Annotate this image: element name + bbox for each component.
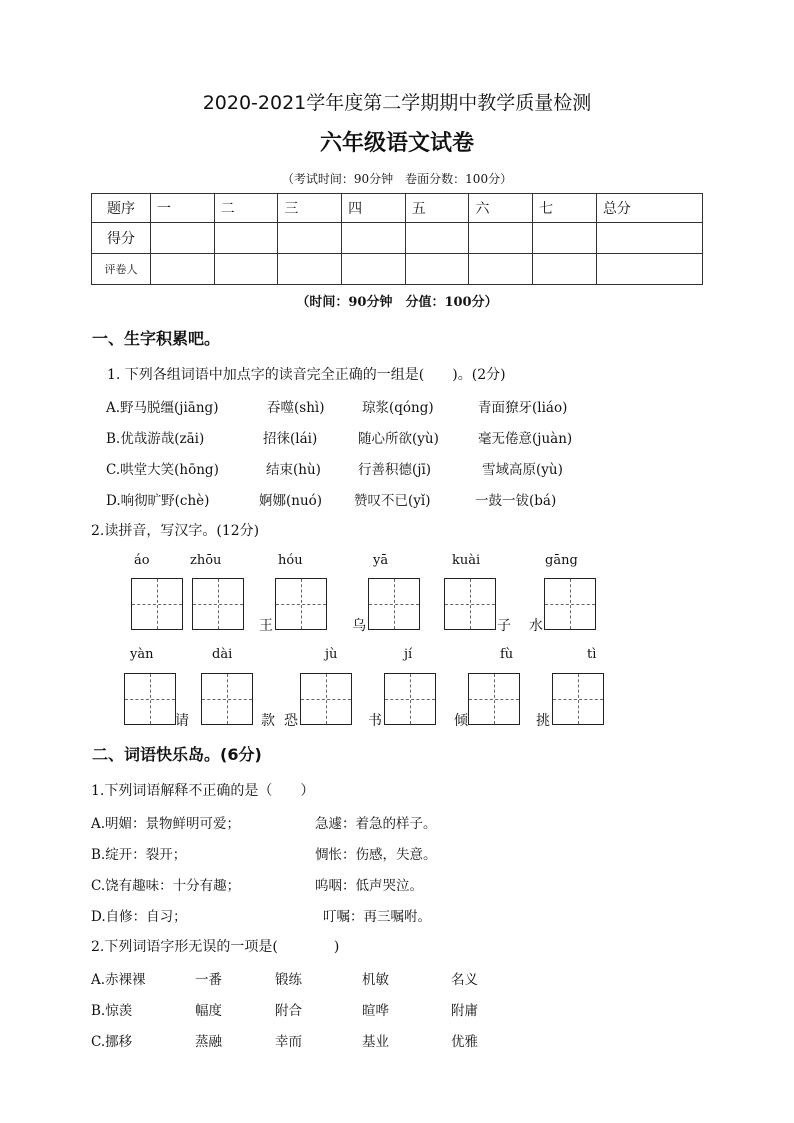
pinyin-label: yā xyxy=(373,553,389,568)
option-d-word-3: 赞叹不已(yǐ) xyxy=(354,493,431,509)
table-cell: 五 xyxy=(405,194,469,223)
score-input-cell[interactable] xyxy=(533,223,597,254)
option-a-def-1: A.明媚：景物鲜明可爱； xyxy=(91,816,241,832)
hint-char: 请 xyxy=(175,713,189,729)
option-c-word-3: 行善积德(jī) xyxy=(358,462,432,478)
option-c-word-4: 基业 xyxy=(362,1034,389,1050)
hint-char: 倾 xyxy=(454,713,468,729)
table-cell: 题序 xyxy=(92,194,151,223)
option-a-word-1: A.野马脱缰(jiāng) xyxy=(106,400,219,416)
score-table-score-row xyxy=(92,223,703,254)
option-a-word-1: A.赤裸裸 xyxy=(91,972,146,988)
score-input-cell[interactable] xyxy=(342,223,406,254)
pinyin-label: jù xyxy=(325,647,338,662)
option-c-word-1: C.挪移 xyxy=(91,1034,133,1050)
question-2-1: 1.下列词语解释不正确的是（ ） xyxy=(91,783,315,799)
pinyin-label: gāng xyxy=(545,553,578,568)
score-table-header-row xyxy=(92,194,703,223)
option-b-word-2: 幅度 xyxy=(195,1003,222,1019)
option-a-word-2: 一番 xyxy=(195,972,222,988)
hint-char: 子 xyxy=(497,618,511,634)
option-a-word-3: 琼浆(qóng) xyxy=(362,400,434,416)
option-b-word-5: 附庸 xyxy=(451,1003,478,1019)
option-c-word-1: C.哄堂大笑(hōng) xyxy=(106,462,219,478)
question-1-2: 2.读拼音，写汉字。(12分) xyxy=(91,523,260,539)
pinyin-label: hóu xyxy=(278,553,303,568)
pinyin-label: zhōu xyxy=(190,553,222,568)
writing-box[interactable] xyxy=(468,673,520,725)
question-2-2: 2.下列词语字形无误的一项是( ) xyxy=(91,939,340,955)
time-note: （时间：90分钟 分值：100分） xyxy=(296,295,498,310)
section-1-heading: 一、生字积累吧。 xyxy=(92,329,221,348)
writing-box[interactable] xyxy=(384,673,436,725)
option-a-word-4: 机敏 xyxy=(362,972,389,988)
option-b-word-3: 随心所欲(yù) xyxy=(358,431,439,447)
pinyin-label: yàn xyxy=(130,647,154,662)
hint-char: 乌 xyxy=(352,618,366,634)
grader-input-cell[interactable] xyxy=(405,254,469,285)
hint-char: 恐 xyxy=(284,713,298,729)
writing-box[interactable] xyxy=(124,673,176,725)
score-table xyxy=(91,193,703,285)
grader-input-cell[interactable] xyxy=(151,254,215,285)
pinyin-label: jí xyxy=(404,647,413,662)
question-1-1: 1. 下列各组词语中加点字的读音完全正确的一组是( )。(2分) xyxy=(107,367,506,383)
pinyin-label: kuài xyxy=(452,553,481,568)
score-input-cell[interactable] xyxy=(151,223,215,254)
hint-char: 款 xyxy=(261,713,275,729)
grader-input-cell[interactable] xyxy=(596,254,702,285)
option-a-def-2: 急遽：着急的样子。 xyxy=(315,816,437,832)
grader-input-cell[interactable] xyxy=(469,254,533,285)
option-c-word-5: 优雅 xyxy=(451,1034,478,1050)
option-c-word-2: 蒸融 xyxy=(195,1034,222,1050)
table-cell: 七 xyxy=(533,194,597,223)
table-cell: 一 xyxy=(151,194,215,223)
section-2-heading: 二、词语快乐岛。(6分) xyxy=(92,745,262,764)
score-table-grader-row xyxy=(92,254,703,285)
option-b-word-1: B.惊羡 xyxy=(91,1003,133,1019)
hint-char: 水 xyxy=(529,618,543,634)
score-input-cell[interactable] xyxy=(214,223,278,254)
writing-box[interactable] xyxy=(544,578,596,630)
pinyin-label: fù xyxy=(500,647,514,662)
writing-box[interactable] xyxy=(131,578,183,630)
table-cell: 二 xyxy=(214,194,278,223)
option-c-word-2: 结束(hù) xyxy=(266,462,321,478)
pinyin-label: tì xyxy=(587,647,597,662)
table-cell: 得分 xyxy=(92,223,151,254)
score-input-cell[interactable] xyxy=(278,223,342,254)
option-a-word-4: 青面獠牙(liáo) xyxy=(478,400,568,416)
option-c-word-4: 雪域高原(yù) xyxy=(482,462,563,478)
option-b-word-2: 招徕(lái) xyxy=(263,431,318,447)
exam-note: （考试时间：90分钟 卷面分数：100分） xyxy=(281,172,513,186)
option-b-def-1: B.绽开：裂开； xyxy=(91,847,187,863)
option-b-word-1: B.优哉游哉(zāi) xyxy=(106,431,205,447)
option-c-def-1: C.饶有趣味：十分有趣； xyxy=(91,878,241,894)
hint-char: 挑 xyxy=(536,713,550,729)
exam-subtitle: 六年级语文试卷 xyxy=(319,131,474,156)
option-c-word-3: 幸而 xyxy=(275,1034,302,1050)
option-d-word-4: 一鼓一钹(bá) xyxy=(475,493,557,509)
hint-char: 书 xyxy=(368,713,382,729)
score-input-cell[interactable] xyxy=(469,223,533,254)
score-input-cell[interactable] xyxy=(405,223,469,254)
grader-input-cell[interactable] xyxy=(278,254,342,285)
table-cell: 四 xyxy=(342,194,406,223)
grader-input-cell[interactable] xyxy=(533,254,597,285)
writing-box[interactable] xyxy=(201,673,253,725)
option-b-word-4: 暄哗 xyxy=(362,1003,389,1019)
hint-char: 王 xyxy=(259,618,273,634)
option-b-word-3: 附合 xyxy=(275,1003,302,1019)
grader-input-cell[interactable] xyxy=(342,254,406,285)
option-d-word-1: D.响彻旷野(chè) xyxy=(106,493,210,509)
option-b-word-4: 毫无倦意(juàn) xyxy=(478,431,573,447)
table-cell: 三 xyxy=(278,194,342,223)
writing-box[interactable] xyxy=(192,578,244,630)
writing-box[interactable] xyxy=(275,578,327,630)
exam-title: 2020-2021学年度第二学期期中教学质量检测 xyxy=(202,92,592,114)
option-a-word-5: 名义 xyxy=(451,972,478,988)
table-cell: 总分 xyxy=(596,194,702,223)
option-b-def-2: 惆怅：伤感，失意。 xyxy=(315,847,437,863)
pinyin-label: áo xyxy=(134,553,150,568)
option-a-word-2: 吞噬(shì) xyxy=(267,400,325,416)
grader-input-cell[interactable] xyxy=(214,254,278,285)
writing-box[interactable] xyxy=(444,578,496,630)
writing-box[interactable] xyxy=(300,673,352,725)
writing-box[interactable] xyxy=(552,673,604,725)
pinyin-label: dài xyxy=(212,647,233,662)
table-cell: 六 xyxy=(469,194,533,223)
option-c-def-2: 呜咽：低声哭泣。 xyxy=(315,878,423,894)
writing-box[interactable] xyxy=(368,578,420,630)
option-d-def-1: D.自修：自习； xyxy=(91,909,187,925)
option-a-word-3: 锻练 xyxy=(275,972,302,988)
option-d-word-2: 婀娜(nuó) xyxy=(259,493,323,509)
option-d-def-2: 叮嘱：再三嘱咐。 xyxy=(323,909,431,925)
table-cell: 评卷人 xyxy=(92,254,151,285)
score-input-cell[interactable] xyxy=(596,223,702,254)
